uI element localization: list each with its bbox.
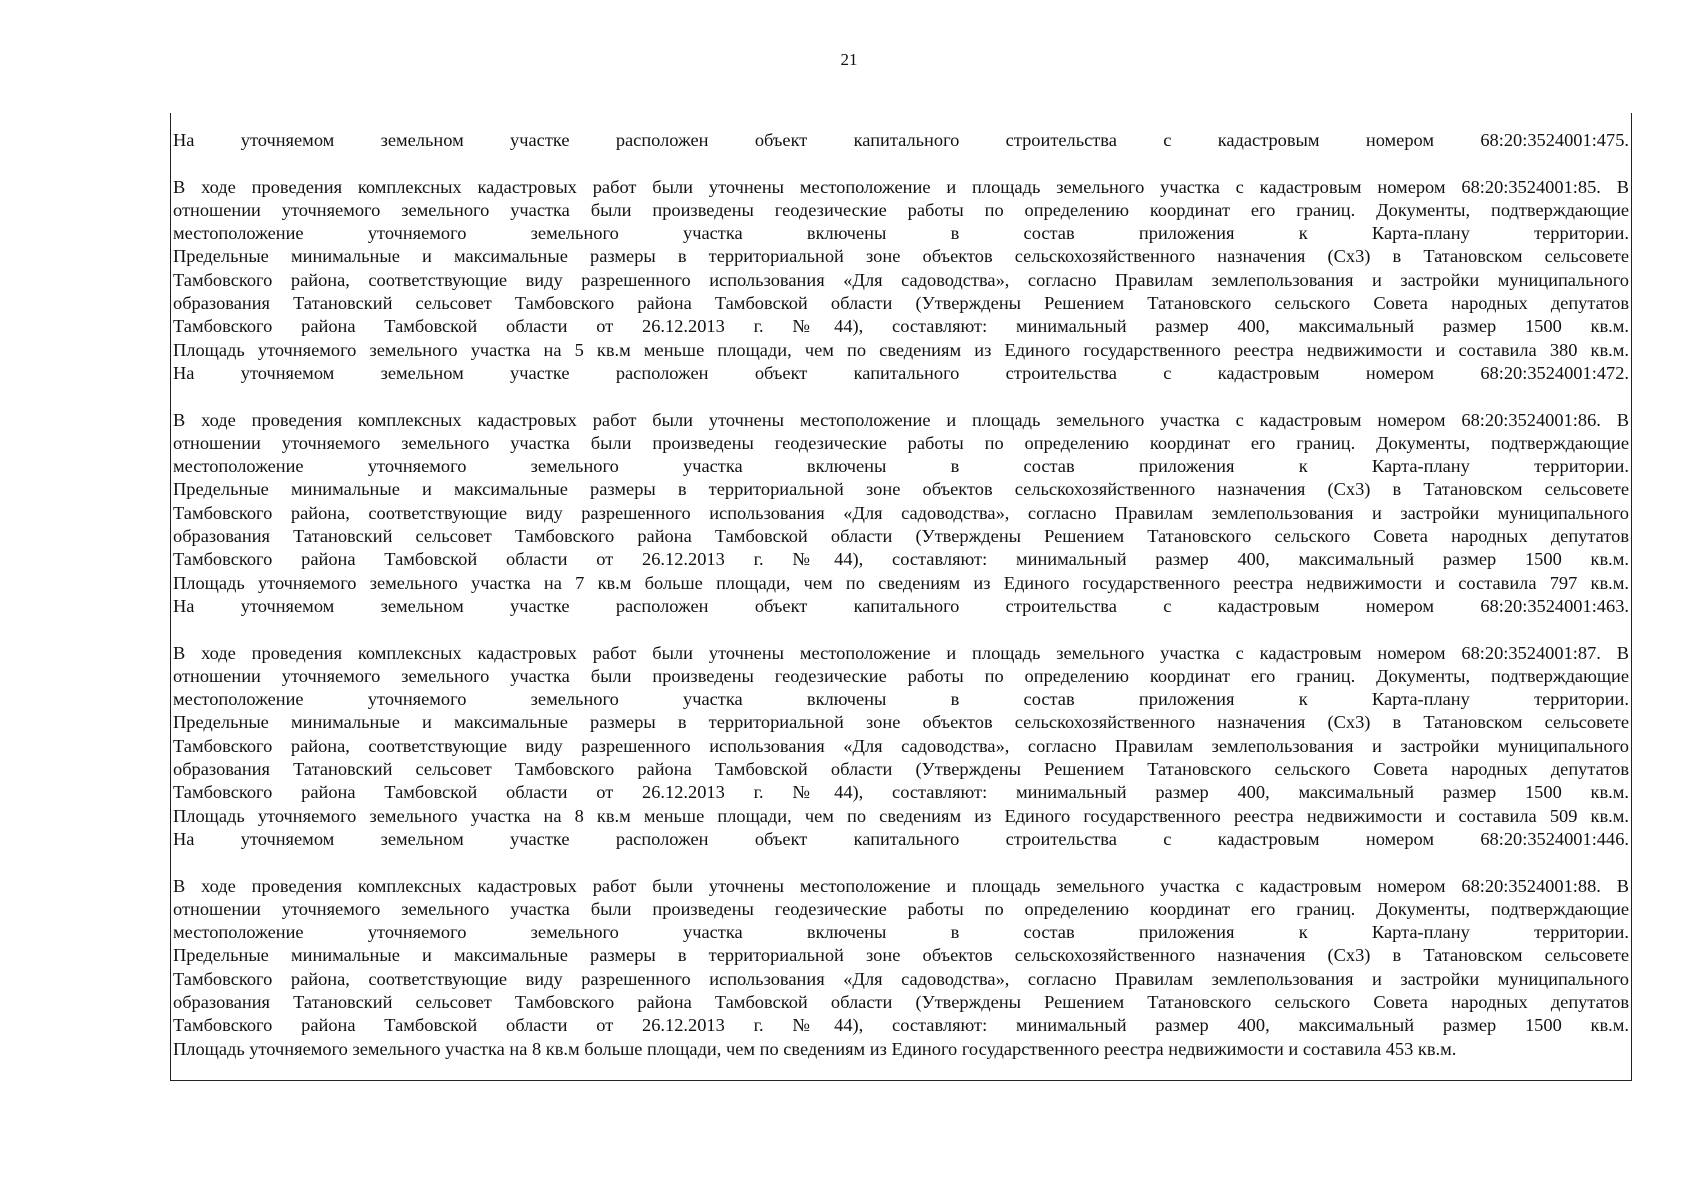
text-line: Предельные минимальные и максимальные размеры в территориальной зоне объектов сельскохозяйственного назначения (Сх3) в Татановском сельсовете <box>173 945 1629 966</box>
paragraph-block <box>173 176 1629 386</box>
text-line: Площадь уточняемого земельного участка на 8 кв.м меньше площади, чем по сведениям из Единого государственного реестра недвижимости и составила 509 кв.м. <box>173 805 1629 826</box>
text-line: Площадь уточняемого земельного участка на 7 кв.м больше площади, чем по сведениям из Единого государственного реестра недвижимости и составила 797 кв.м. <box>173 572 1629 593</box>
text-line: Тамбовского района Тамбовской области от 26.12.2013 г. №44), составляют: минимальный размер 400, максимальный размер 1500 кв.м. <box>173 1015 1629 1036</box>
text-line: образования Татановский сельсовет Тамбовского района Тамбовской области (Утверждены Решением Татановского сельского Совета народных депутатов <box>173 991 1629 1012</box>
text-line: Тамбовского района, соответствующие виду разрешенного использования «Для садоводства», согласно Правилам землепользования и застройки муниципального <box>173 968 1629 989</box>
text-line: На уточняемом земельном участке расположен объект капитального строительства с кадастровым номером 68:20:3524001:475. <box>173 130 1629 150</box>
text-line: местоположение уточняемого земельного участка включены в состав приложения к Карта-плану территории. <box>173 223 1629 244</box>
text-line: Тамбовского района Тамбовской области от 26.12.2013 г. №44), составляют: минимальный размер 400, максимальный размер 1500 кв.м. <box>173 549 1629 570</box>
paragraph-gap <box>173 851 1629 874</box>
paragraph-block <box>173 875 1629 1061</box>
text-line: местоположение уточняемого земельного участка включены в состав приложения к Карта-плану территории. <box>173 689 1629 710</box>
text-line: На уточняемом земельном участке расположен объект капитального строительства с кадастровым номером 68:20:3524001:446. <box>173 828 1629 849</box>
text-line: местоположение уточняемого земельного участка включены в состав приложения к Карта-плану территории. <box>173 922 1629 943</box>
paragraph-gap <box>173 618 1629 641</box>
text-line: Площадь уточняемого земельного участка на 8 кв.м больше площади, чем по сведениям из Единого государственного реестра недвижимости и составила 453 кв.м. <box>173 1038 1457 1059</box>
paragraph-block <box>173 642 1629 852</box>
text-line: В ходе проведения комплексных кадастровых работ были уточнены местоположение и площадь земельного участка с кадастровым номером 68:20:3524001:85. В <box>173 176 1629 197</box>
paragraph-block <box>173 409 1629 619</box>
paragraph-block <box>173 129 1629 152</box>
text-line: Тамбовского района Тамбовской области от 26.12.2013 г. №44), составляют: минимальный размер 400, максимальный размер 1500 кв.м. <box>173 782 1629 803</box>
text-line: Тамбовского района, соответствующие виду разрешенного использования «Для садоводства», согласно Правилам землепользования и застройки муниципального <box>173 735 1629 756</box>
text-line: Тамбовского района, соответствующие виду разрешенного использования «Для садоводства», согласно Правилам землепользования и застройки муниципального <box>173 269 1629 290</box>
text-line: отношении уточняемого земельного участка были произведены геодезические работы по определению координат его границ. Документы, подтверждающие <box>173 665 1629 686</box>
text-line: Предельные минимальные и максимальные размеры в территориальной зоне объектов сельскохозяйственного назначения (Сх3) в Татановском сельсовете <box>173 246 1629 267</box>
text-line: отношении уточняемого земельного участка были произведены геодезические работы по определению координат его границ. Документы, подтверждающие <box>173 199 1629 220</box>
document-body <box>173 129 1629 1061</box>
text-line: отношении уточняемого земельного участка были произведены геодезические работы по определению координат его границ. Документы, подтверждающие <box>173 898 1629 919</box>
text-line: В ходе проведения комплексных кадастровых работ были уточнены местоположение и площадь земельного участка с кадастровым номером 68:20:3524001:88. В <box>173 875 1629 896</box>
paragraph-gap <box>173 385 1629 408</box>
text-line: В ходе проведения комплексных кадастровых работ были уточнены местоположение и площадь земельного участка с кадастровым номером 68:20:3524001:87. В <box>173 642 1629 663</box>
text-line: В ходе проведения комплексных кадастровых работ были уточнены местоположение и площадь земельного участка с кадастровым номером 68:20:3524001:86. В <box>173 409 1629 430</box>
text-line: Тамбовского района, соответствующие виду разрешенного использования «Для садоводства», согласно Правилам землепользования и застройки муниципального <box>173 502 1629 523</box>
text-line: На уточняемом земельном участке расположен объект капитального строительства с кадастровым номером 68:20:3524001:463. <box>173 595 1629 616</box>
text-line: образования Татановский сельсовет Тамбовского района Тамбовской области (Утверждены Решением Татановского сельского Совета народных депутатов <box>173 759 1629 780</box>
page-number: 21 <box>840 50 858 69</box>
text-line: Предельные минимальные и максимальные размеры в территориальной зоне объектов сельскохозяйственного назначения (Сх3) в Татановском сельсовете <box>173 712 1629 733</box>
text-line: На уточняемом земельном участке расположен объект капитального строительства с кадастровым номером 68:20:3524001:472. <box>173 362 1629 383</box>
paragraph-gap <box>173 152 1629 175</box>
text-line: Тамбовского района Тамбовской области от 26.12.2013 г. №44), составляют: минимальный размер 400, максимальный размер 1500 кв.м. <box>173 316 1629 337</box>
text-line: отношении уточняемого земельного участка были произведены геодезические работы по определению координат его границ. Документы, подтверждающие <box>173 432 1629 453</box>
text-line: образования Татановский сельсовет Тамбовского района Тамбовской области (Утверждены Решением Татановского сельского Совета народных депутатов <box>173 526 1629 547</box>
text-line: Площадь уточняемого земельного участка на 5 кв.м меньше площади, чем по сведениям из Единого государственного реестра недвижимости и составила 380 кв.м. <box>173 339 1629 360</box>
text-line: местоположение уточняемого земельного участка включены в состав приложения к Карта-плану территории. <box>173 456 1629 477</box>
text-line: образования Татановский сельсовет Тамбовского района Тамбовской области (Утверждены Решением Татановского сельского Совета народных депутатов <box>173 293 1629 314</box>
text-line: Предельные минимальные и максимальные размеры в территориальной зоне объектов сельскохозяйственного назначения (Сх3) в Татановском сельсовете <box>173 479 1629 500</box>
